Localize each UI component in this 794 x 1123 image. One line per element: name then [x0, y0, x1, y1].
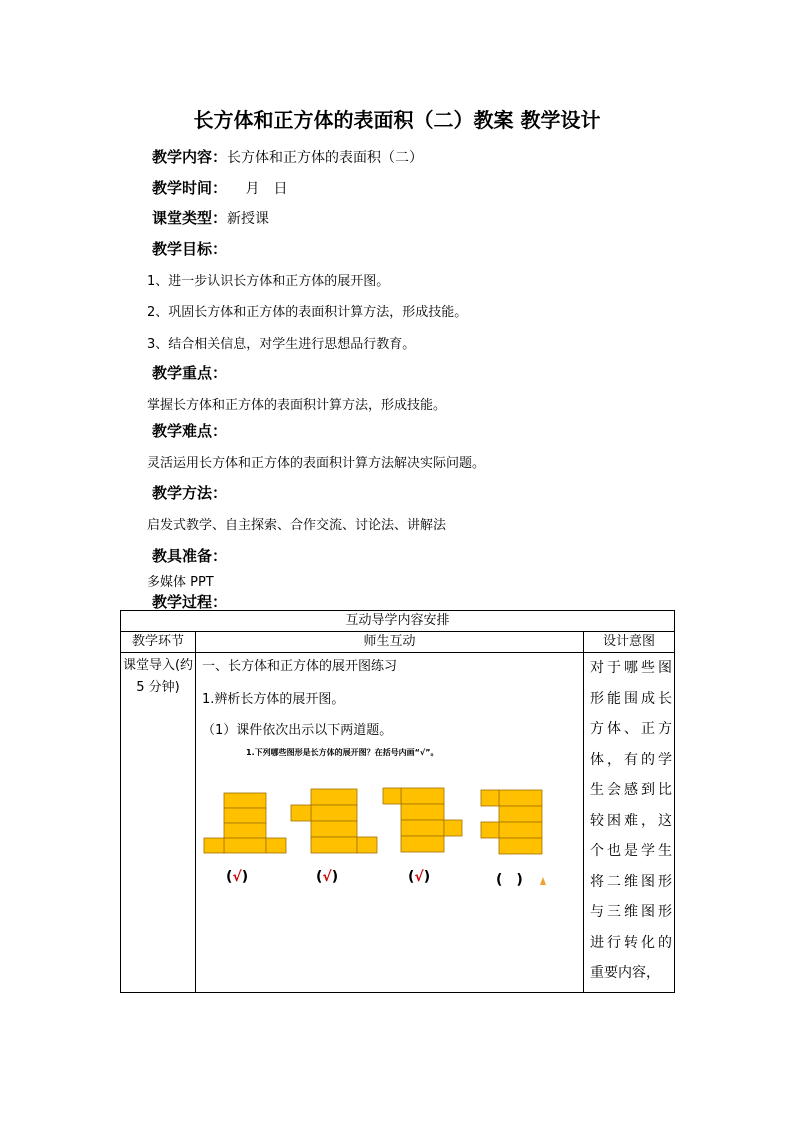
net-face: [401, 804, 444, 820]
difficulty-heading: 教学难点：: [152, 422, 228, 440]
net-face: [499, 806, 542, 822]
methods-heading: 教学方法：: [152, 484, 228, 502]
goals-heading: 教学目标：: [152, 240, 228, 258]
net-face: [444, 820, 462, 836]
process-heading: 教学过程：: [152, 593, 228, 611]
net-face: [204, 838, 224, 853]
net-face: [357, 837, 377, 853]
net-face: [311, 789, 357, 805]
key-point-heading: 教学重点：: [152, 364, 228, 382]
tools-heading: 教具准备：: [152, 547, 228, 565]
net-face: [481, 822, 499, 838]
time-line: 教学时间： 月 日: [152, 179, 288, 197]
page-title: 长方体和正方体的表面积（二）教案 教学设计: [193, 108, 601, 132]
net-face: [383, 788, 401, 804]
net-face: [224, 838, 266, 853]
net-face: [224, 823, 266, 838]
answer-3: (√): [408, 869, 431, 885]
net-face: [291, 805, 311, 821]
net-face: [499, 838, 542, 854]
tools-text: 多媒体 PPT: [147, 575, 214, 590]
goal-item-3: 3、结合相关信息，对学生进行思想品行教育。: [147, 337, 416, 352]
cuboid-net-4: [481, 790, 542, 854]
interaction-line-3: （1）课件依次出示以下两道题。: [202, 723, 393, 738]
lesson-type-line: 课堂类型：新授课: [152, 209, 270, 227]
net-face: [481, 790, 499, 806]
intent-cell: 对于哪些图形能围成长方体、正方体，有的学生会感到比较困难，这个也是学生将二维图形与三维图形进行转化的重要内容，: [584, 653, 675, 993]
cuboid-nets-figure: [196, 653, 584, 992]
net-face: [311, 837, 357, 853]
cuboid-net-2: [291, 789, 377, 853]
net-face: [311, 805, 357, 821]
methods-text: 启发式教学、自主探索、合作交流、讨论法、讲解法: [147, 518, 447, 533]
answer-1: (√): [226, 869, 249, 885]
net-face: [266, 838, 286, 853]
table-caption: 互动导学内容安排: [121, 611, 675, 632]
cuboid-net-1: [204, 793, 286, 853]
stage-cell: 课堂导入(约 5 分钟): [121, 653, 196, 993]
process-table: [120, 610, 675, 993]
cuboid-net-3: [383, 788, 462, 852]
net-face: [401, 788, 444, 804]
net-face: [311, 821, 357, 837]
cursor-marker-icon: [540, 877, 546, 885]
net-face: [499, 822, 542, 838]
goal-item-1: 1、进一步认识长方体和正方体的展开图。: [147, 274, 390, 289]
exercise-question: 1.下列哪些图形是长方体的展开图？在括号内画“√”。: [246, 748, 439, 757]
net-face: [499, 790, 542, 806]
header-intent: 设计意图: [584, 632, 675, 653]
key-point-text: 掌握长方体和正方体的表面积计算方法，形成技能。: [147, 398, 447, 413]
interaction-line-2: 1.辨析长方体的展开图。: [202, 692, 345, 707]
interaction-cell: [196, 653, 584, 993]
difficulty-text: 灵活运用长方体和正方体的表面积计算方法解决实际问题。: [147, 456, 486, 471]
net-face: [224, 793, 266, 808]
net-face: [224, 808, 266, 823]
goal-item-2: 2、巩固长方体和正方体的表面积计算方法，形成技能。: [147, 305, 468, 320]
header-stage: 教学环节: [121, 632, 196, 653]
interaction-line-1: 一、长方体和正方体的展开图练习: [202, 659, 398, 674]
answer-4: ( ): [496, 872, 523, 888]
header-interaction: 师生互动: [196, 632, 584, 653]
net-face: [401, 836, 444, 852]
content-line: 教学内容：长方体和正方体的表面积（二）: [152, 148, 424, 166]
answer-2: (√): [316, 869, 339, 885]
net-face: [401, 820, 444, 836]
